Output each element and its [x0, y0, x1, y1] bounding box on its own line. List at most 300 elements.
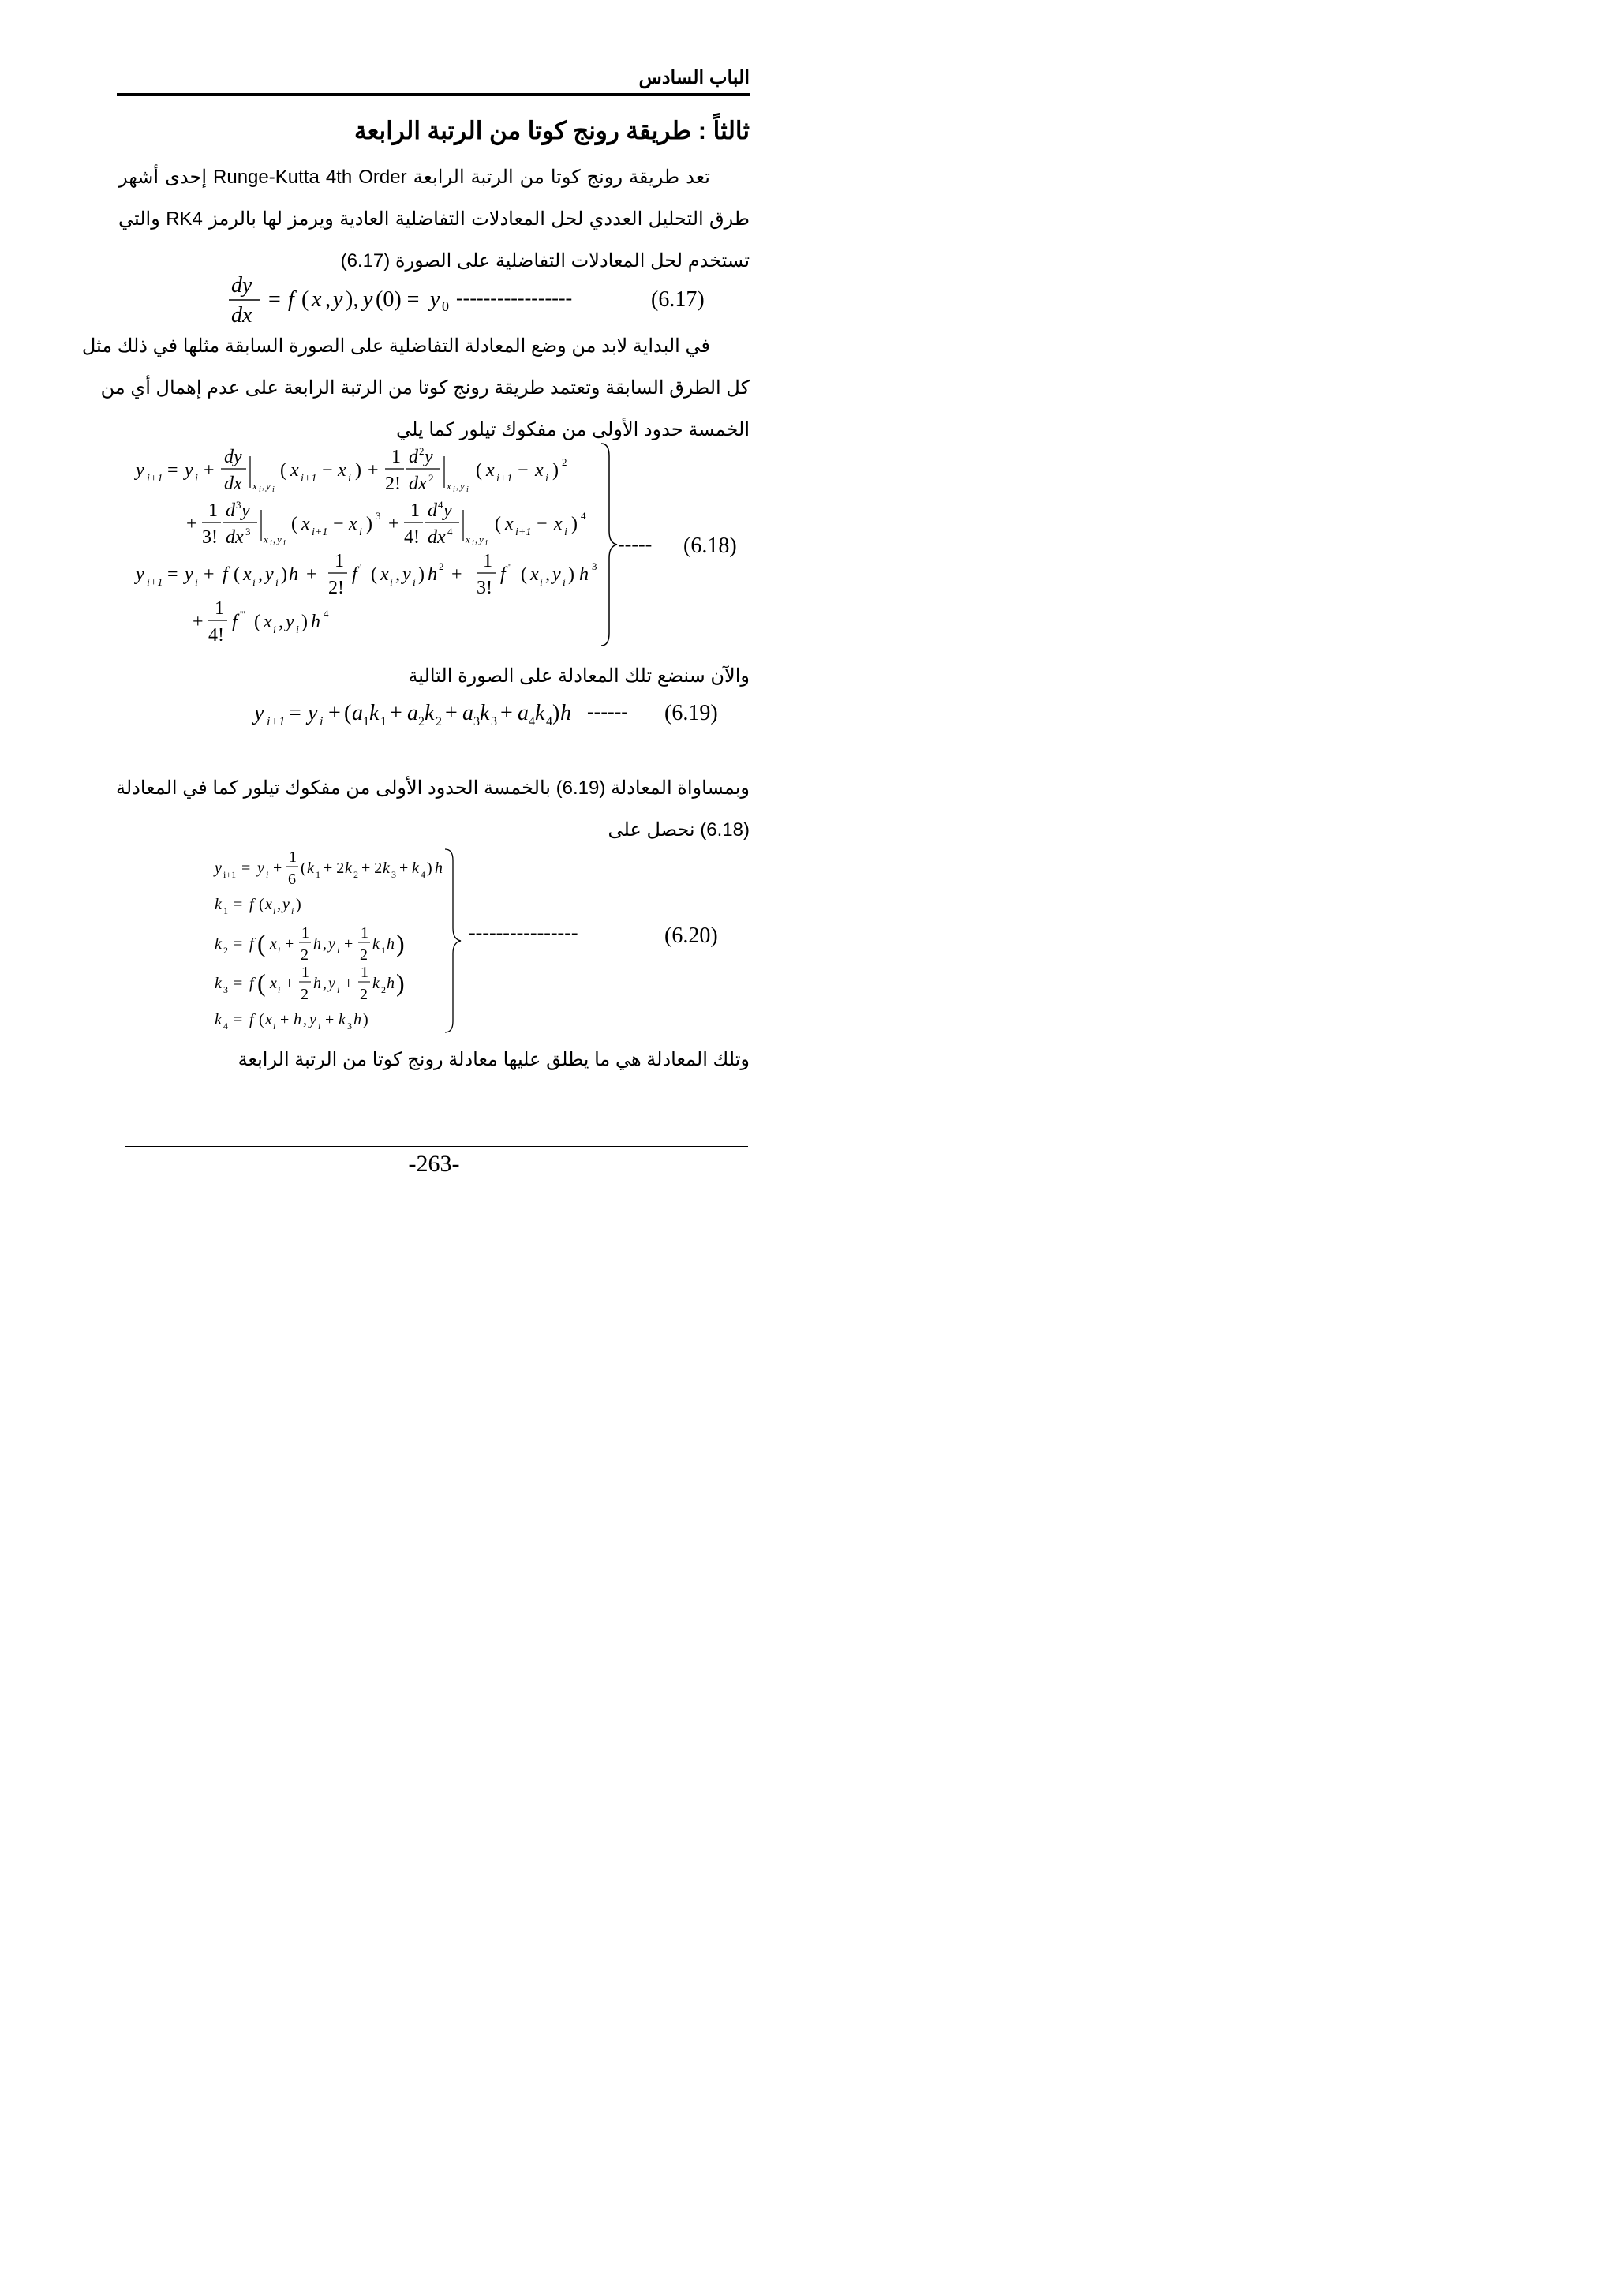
svg-text:(: (: [495, 514, 501, 534]
svg-text:i: i: [296, 624, 299, 636]
svg-text:+: +: [344, 935, 354, 953]
svg-text:(: (: [254, 612, 260, 632]
svg-text:i: i: [278, 984, 281, 995]
svg-text:y: y: [185, 460, 193, 481]
svg-text:3: 3: [245, 526, 251, 537]
svg-text:),: ),: [346, 287, 359, 312]
svg-text:y: y: [286, 612, 294, 632]
svg-text:1: 1: [215, 598, 224, 619]
svg-text:i: i: [563, 577, 566, 589]
svg-text:x: x: [466, 534, 470, 545]
svg-text:3: 3: [376, 510, 381, 522]
svg-text:i+1: i+1: [147, 577, 163, 589]
svg-text:y: y: [443, 500, 452, 521]
svg-text:h: h: [289, 564, 298, 585]
svg-text:i: i: [545, 473, 548, 485]
svg-text:f: f: [249, 896, 254, 913]
svg-text:y: y: [277, 534, 282, 545]
matching-paragraph: [115, 767, 750, 851]
svg-text:+: +: [280, 1011, 290, 1028]
svg-text:2: 2: [428, 472, 434, 484]
svg-text:x: x: [312, 287, 322, 312]
svg-text:,: ,: [456, 480, 459, 492]
section-title: ثالثاً : طريقة رونج كوتا من الرتبة الرابعة: [354, 117, 750, 144]
svg-text:4: 4: [438, 499, 443, 511]
svg-text:k: k: [215, 935, 222, 953]
svg-text:1: 1: [380, 715, 387, 729]
svg-text:=: =: [234, 896, 243, 913]
svg-text:i: i: [485, 539, 488, 548]
svg-text:1: 1: [301, 924, 309, 942]
svg-text:i+1: i+1: [147, 473, 163, 485]
svg-text:): ): [552, 460, 559, 481]
svg-text:2!: 2!: [385, 474, 401, 494]
intro-line-3: تستخدم لحل المعادلات التفاضلية على الصورة (6.17): [340, 250, 750, 272]
eq618-number: (6.18): [683, 534, 737, 558]
svg-text:x: x: [530, 564, 539, 585]
svg-text:3: 3: [473, 715, 480, 729]
svg-text:i: i: [195, 577, 198, 589]
svg-text:): ): [296, 896, 301, 913]
svg-text:2: 2: [381, 984, 386, 995]
svg-text:i: i: [195, 473, 198, 485]
eq619-dashes: ------: [587, 700, 628, 723]
svg-text:+: +: [204, 460, 215, 481]
svg-text:dy: dy: [224, 447, 242, 467]
svg-text:i: i: [318, 1021, 321, 1032]
svg-text:y: y: [136, 460, 144, 481]
svg-text:+: +: [193, 612, 204, 632]
svg-text:d: d: [409, 447, 418, 467]
svg-text:−: −: [333, 514, 344, 534]
svg-text:a: a: [352, 701, 363, 725]
svg-text:): ): [418, 564, 425, 585]
svg-text:3: 3: [592, 560, 597, 572]
svg-text:i: i: [337, 984, 340, 995]
svg-text:y: y: [333, 287, 343, 312]
svg-text:k: k: [412, 860, 419, 877]
svg-text:(: (: [234, 564, 240, 585]
eq620-number: (6.20): [664, 923, 718, 948]
footer-rule: [125, 1146, 748, 1147]
chapter-header: الباب السادس: [638, 67, 750, 88]
svg-text:f: f: [288, 287, 294, 312]
svg-text:): ): [568, 564, 574, 585]
svg-text:+: +: [285, 975, 294, 992]
svg-text:=: =: [289, 701, 301, 725]
svg-text:): ): [363, 1011, 368, 1028]
svg-text:4: 4: [529, 715, 535, 729]
svg-text:k: k: [372, 975, 380, 992]
svg-text:,: ,: [273, 534, 276, 545]
svg-text:k: k: [215, 1011, 222, 1028]
svg-text:x: x: [447, 480, 451, 492]
svg-text:x: x: [349, 514, 357, 534]
svg-text:(: (: [371, 564, 377, 585]
svg-text:2: 2: [354, 869, 358, 880]
svg-text:f: f: [232, 612, 238, 632]
svg-text:h: h: [294, 1011, 301, 1028]
svg-text:h: h: [311, 612, 320, 632]
svg-text:4: 4: [447, 526, 453, 537]
svg-text:y: y: [309, 1011, 316, 1028]
svg-text:2: 2: [360, 946, 368, 964]
svg-text:,: ,: [323, 975, 327, 992]
svg-text:(: (: [280, 460, 286, 481]
svg-text:y: y: [257, 860, 264, 877]
svg-text:dx: dx: [226, 527, 244, 548]
svg-text:h: h: [435, 860, 443, 877]
svg-text:1: 1: [483, 551, 492, 571]
svg-text:i: i: [472, 539, 474, 548]
svg-text:i: i: [266, 869, 269, 880]
svg-text:=: =: [234, 975, 243, 992]
svg-text:=: =: [234, 1011, 243, 1028]
svg-text:−: −: [518, 460, 529, 481]
svg-text:+: +: [328, 701, 341, 725]
svg-text:=: =: [167, 460, 178, 481]
svg-text:0: 0: [442, 298, 449, 314]
svg-text:+: +: [344, 975, 354, 992]
taylor-paragraph: [81, 325, 750, 451]
svg-text:): ): [301, 612, 308, 632]
svg-text:4: 4: [223, 1021, 228, 1032]
svg-text:k: k: [425, 701, 435, 725]
eq620-dashes: ----------------: [469, 921, 578, 944]
svg-text:x: x: [554, 514, 563, 534]
svg-text:,: ,: [303, 1011, 307, 1028]
svg-text:): ): [427, 860, 432, 877]
svg-text:f: f: [249, 975, 254, 992]
svg-text:k: k: [383, 860, 390, 877]
svg-text:d: d: [226, 500, 235, 521]
svg-text:x: x: [535, 460, 544, 481]
svg-text:y: y: [266, 480, 271, 492]
svg-text:dx: dx: [224, 474, 242, 494]
svg-text:k: k: [480, 701, 490, 725]
svg-text:h: h: [313, 935, 321, 953]
svg-text:(: (: [521, 564, 527, 585]
svg-text:i: i: [272, 485, 275, 494]
svg-text:+ 2: + 2: [361, 860, 383, 877]
equation-6-19: [0, 691, 868, 739]
svg-text:(: (: [344, 701, 352, 725]
svg-text:y: y: [215, 860, 222, 877]
svg-text:4: 4: [421, 869, 425, 880]
svg-text:''': ''': [240, 609, 245, 620]
svg-text:h: h: [387, 975, 395, 992]
svg-text:d: d: [428, 500, 437, 521]
svg-text:i: i: [540, 577, 543, 589]
svg-text:x: x: [270, 935, 277, 953]
svg-text:i: i: [359, 526, 362, 538]
svg-text:dx: dx: [409, 474, 427, 494]
taylor-line-1: في البداية لابد من وضع المعادلة التفاضلية على الصورة السابقة مثلها في ذلك مثل: [81, 335, 710, 357]
svg-text:1: 1: [361, 924, 368, 942]
svg-text:x: x: [505, 514, 514, 534]
svg-text:i: i: [252, 577, 256, 589]
svg-text:=: =: [268, 287, 281, 312]
svg-text:1: 1: [289, 848, 297, 866]
svg-text:4: 4: [581, 510, 586, 522]
svg-text:1: 1: [223, 905, 228, 916]
svg-text:(: (: [301, 860, 306, 877]
taylor-line-3: الخمسة حدود الأولى من مفكوك تيلور كما يلي: [396, 419, 750, 440]
svg-text:1: 1: [363, 715, 369, 729]
svg-text:y: y: [425, 447, 433, 467]
svg-text:x: x: [264, 534, 268, 545]
svg-text:): ): [552, 701, 560, 725]
svg-text:i: i: [278, 945, 281, 956]
svg-text:(: (: [291, 514, 297, 534]
svg-text:4: 4: [324, 608, 329, 620]
svg-text:+: +: [285, 935, 294, 953]
matching-line-2: (6.18) نحصل على: [608, 819, 750, 841]
svg-text:i: i: [320, 715, 324, 729]
svg-text:(0) =: (0) =: [376, 287, 420, 312]
equation-6-20: [0, 846, 868, 1036]
svg-text:,: ,: [277, 896, 281, 913]
svg-text:,: ,: [325, 287, 331, 312]
svg-text:y: y: [328, 935, 335, 953]
svg-text:x: x: [486, 460, 495, 481]
svg-text:k: k: [215, 896, 222, 913]
svg-text:1: 1: [361, 964, 368, 981]
svg-text:1: 1: [410, 500, 420, 521]
svg-text:,: ,: [279, 612, 283, 632]
svg-text:k: k: [369, 701, 380, 725]
eq619-number: (6.19): [664, 701, 718, 725]
svg-text:y: y: [265, 564, 274, 585]
svg-text:3: 3: [223, 984, 228, 995]
svg-text:i+1: i+1: [267, 715, 286, 729]
svg-text:y: y: [308, 701, 318, 725]
svg-text:dx: dx: [428, 527, 446, 548]
svg-text:2: 2: [301, 986, 309, 1003]
svg-text:i: i: [270, 539, 272, 548]
svg-text:i: i: [413, 577, 416, 589]
svg-text:x: x: [301, 514, 310, 534]
svg-text:): ): [355, 460, 361, 481]
svg-text:h: h: [354, 1011, 361, 1028]
equation-6-17: [0, 268, 868, 331]
svg-text:dy: dy: [231, 273, 252, 298]
svg-text:i+1: i+1: [496, 473, 513, 485]
svg-text:3: 3: [391, 869, 396, 880]
svg-text:+: +: [186, 514, 197, 534]
svg-text:+: +: [273, 860, 282, 877]
svg-text:2: 2: [562, 456, 567, 468]
svg-text:+ 2: + 2: [324, 860, 345, 877]
svg-text:y: y: [254, 701, 264, 725]
svg-text:−: −: [537, 514, 548, 534]
svg-text:f: f: [249, 935, 254, 953]
svg-text:2: 2: [301, 946, 309, 964]
svg-text:+: +: [390, 701, 402, 725]
svg-text:y: y: [328, 975, 335, 992]
eq617-dashes: -----------------: [456, 287, 573, 309]
svg-text:,: ,: [323, 935, 327, 953]
svg-text:i: i: [291, 905, 294, 916]
svg-text:): ): [366, 514, 372, 534]
svg-text:a: a: [518, 701, 529, 725]
svg-text:k: k: [339, 1011, 346, 1028]
svg-text:i+1: i+1: [301, 473, 317, 485]
svg-text:i: i: [564, 526, 567, 538]
svg-text:+: +: [204, 564, 215, 585]
svg-text:y: y: [282, 896, 290, 913]
svg-text:4!: 4!: [208, 625, 224, 646]
svg-text:1: 1: [301, 964, 309, 981]
svg-text:i: i: [273, 1021, 276, 1032]
svg-text:4!: 4!: [404, 527, 420, 548]
svg-text:a: a: [407, 701, 418, 725]
svg-text:2: 2: [360, 986, 368, 1003]
svg-text:k: k: [307, 860, 314, 877]
intro-line-2: طرق التحليل العددي لحل المعادلات التفاضلية العادية ويرمز لها بالرمز RK4 والتي: [118, 208, 750, 230]
svg-text:y: y: [460, 480, 465, 492]
svg-text:y: y: [241, 500, 250, 521]
svg-text:i+1: i+1: [223, 869, 237, 880]
svg-text:): ): [281, 564, 287, 585]
svg-text:k: k: [535, 701, 545, 725]
svg-text:): ): [571, 514, 578, 534]
svg-text:i: i: [283, 539, 286, 548]
svg-text:(: (: [257, 968, 266, 997]
svg-text:,: ,: [258, 564, 263, 585]
svg-text:3!: 3!: [202, 527, 218, 548]
svg-text:x: x: [243, 564, 252, 585]
svg-text:y: y: [363, 287, 373, 312]
svg-text:,: ,: [545, 564, 550, 585]
form-line-1: والآن سنضع تلك المعادلة على الصورة التالية: [408, 665, 750, 687]
conclusion-paragraph: [118, 1039, 750, 1081]
svg-text:i+1: i+1: [312, 526, 328, 538]
conclusion-line-1: وتلك المعادلة هي ما يطلق عليها معادلة رونج كوتا من الرتبة الرابعة: [238, 1049, 750, 1070]
svg-text:k: k: [215, 975, 222, 992]
svg-text:): ): [396, 929, 405, 957]
svg-text:+: +: [500, 701, 513, 725]
svg-text:1: 1: [391, 447, 401, 467]
svg-text:i: i: [337, 945, 340, 956]
header-rule: [117, 93, 750, 96]
svg-text:h: h: [579, 564, 589, 585]
svg-text:+: +: [325, 1011, 335, 1028]
svg-text:x: x: [252, 480, 257, 492]
svg-text:(: (: [476, 460, 482, 481]
svg-text:(: (: [301, 287, 309, 312]
svg-text:−: −: [322, 460, 333, 481]
svg-text:h: h: [560, 701, 571, 725]
svg-text:y: y: [185, 564, 193, 585]
svg-text:2!: 2!: [328, 578, 344, 598]
svg-text:y: y: [552, 564, 561, 585]
svg-text:+: +: [451, 564, 462, 585]
svg-text:4: 4: [546, 715, 552, 729]
svg-text:3: 3: [236, 499, 241, 511]
svg-text:x: x: [270, 975, 277, 992]
svg-text:i: i: [453, 485, 455, 494]
svg-text:x: x: [338, 460, 346, 481]
svg-text:x: x: [290, 460, 299, 481]
svg-text:1: 1: [335, 551, 344, 571]
svg-text:(: (: [257, 929, 266, 957]
svg-text:+: +: [399, 860, 409, 877]
svg-text:h: h: [313, 975, 321, 992]
svg-text:f: f: [352, 564, 357, 585]
svg-text:2: 2: [436, 715, 442, 729]
svg-text:a: a: [462, 701, 473, 725]
svg-text:=: =: [241, 860, 251, 877]
svg-text:k: k: [372, 935, 380, 953]
taylor-line-2: كل الطرق السابقة وتعتمد طريقة رونج كوتا من الرتبة الرابعة على عدم إهمال أي من: [100, 377, 750, 399]
svg-text:(: (: [259, 1011, 264, 1028]
svg-text:dx: dx: [231, 303, 252, 328]
eq617-number: (6.17): [651, 287, 705, 312]
svg-text:h: h: [428, 564, 437, 585]
svg-text:i: i: [466, 485, 469, 494]
svg-text:i: i: [273, 624, 276, 636]
svg-text:2: 2: [223, 945, 228, 956]
svg-text:3!: 3!: [477, 578, 492, 598]
intro-line-1: تعد طريقة رونج كوتا من الرتبة الرابعة Runge-Kutta 4th Order إحدى أشهر: [118, 167, 710, 188]
svg-text:'': '': [508, 561, 512, 572]
svg-text:': ': [360, 561, 362, 572]
svg-text:x: x: [265, 1011, 272, 1028]
svg-text:2: 2: [439, 560, 444, 572]
svg-text:1: 1: [316, 869, 320, 880]
svg-text:i: i: [275, 577, 279, 589]
svg-text:): ): [396, 968, 405, 997]
svg-text:3: 3: [491, 715, 497, 729]
eq618-dashes: -----: [618, 533, 653, 556]
svg-text:,: ,: [475, 534, 478, 545]
svg-text:x: x: [265, 896, 272, 913]
svg-text:y: y: [136, 564, 144, 585]
svg-text:x: x: [380, 564, 389, 585]
svg-text:i: i: [390, 577, 393, 589]
svg-text:(: (: [259, 896, 264, 913]
intro-paragraph: [118, 156, 750, 282]
svg-text:,: ,: [262, 480, 265, 492]
equation-6-18: [0, 440, 868, 654]
svg-text:f: f: [500, 564, 506, 585]
svg-text:y: y: [402, 564, 411, 585]
svg-text:3: 3: [347, 1021, 352, 1032]
svg-text:x: x: [264, 612, 272, 632]
svg-text:=: =: [234, 935, 243, 953]
svg-text:1: 1: [381, 945, 386, 956]
svg-text:i: i: [273, 905, 276, 916]
svg-text:+: +: [368, 460, 379, 481]
svg-text:y: y: [430, 287, 440, 312]
svg-text:f: f: [223, 564, 228, 585]
svg-text:h: h: [387, 935, 395, 953]
svg-text:+: +: [388, 514, 399, 534]
svg-text:i+1: i+1: [515, 526, 532, 538]
svg-text:,: ,: [395, 564, 400, 585]
svg-text:i: i: [259, 485, 261, 494]
svg-text:+: +: [445, 701, 458, 725]
matching-line-1: وبمساواة المعادلة (6.19) بالخمسة الحدود الأولى من مفكوك تيلور كما في المعادلة: [115, 777, 750, 799]
svg-text:2: 2: [419, 445, 425, 457]
svg-text:=: =: [167, 564, 178, 585]
svg-text:y: y: [479, 534, 484, 545]
svg-text:1: 1: [208, 500, 218, 521]
svg-text:+: +: [306, 564, 317, 585]
svg-text:6: 6: [288, 871, 296, 888]
svg-text:f: f: [249, 1011, 254, 1028]
